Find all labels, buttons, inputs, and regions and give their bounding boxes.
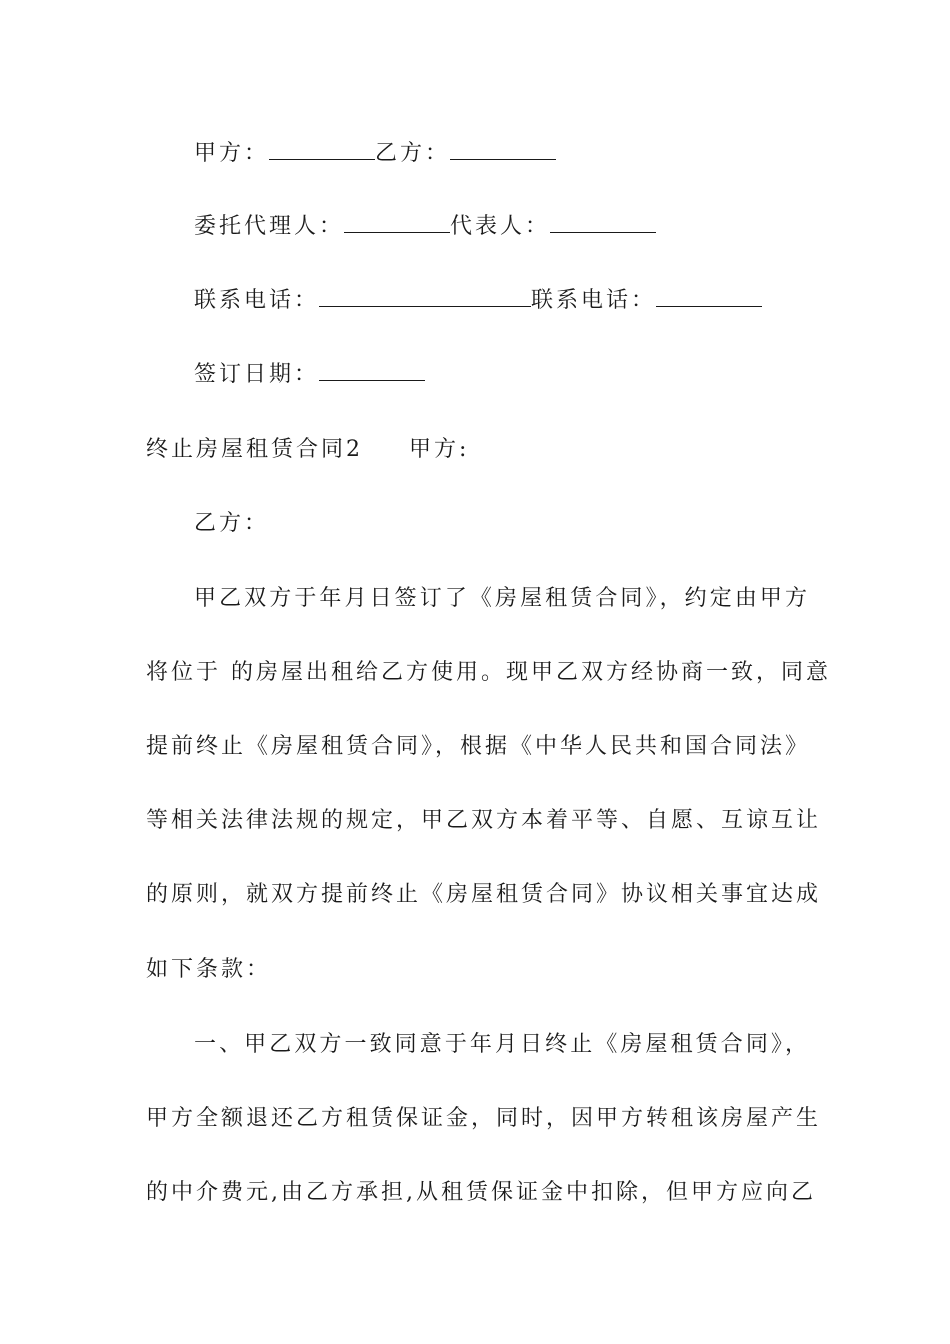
representative-blank — [550, 212, 656, 233]
agent-label: 委托代理人： — [194, 214, 345, 239]
contract2-heading-row — [146, 435, 810, 465]
contract2-title: 终止房屋租赁合同2 — [146, 437, 363, 462]
party-row — [194, 139, 810, 169]
party-a-label: 甲方： — [194, 141, 270, 166]
phone-b-blank — [656, 286, 762, 307]
paragraph1-line: 等相关法律法规的规定，甲乙双方本着平等、自愿、互谅互让 — [146, 808, 822, 833]
paragraph1-line: 的原则，就双方提前终止《房屋租赁合同》协议相关事宜达成 — [146, 882, 822, 907]
paragraph1-line: 将位于 的房屋出租给乙方使用。现甲乙双方经协商一致，同意 — [146, 660, 831, 685]
phone-row — [194, 286, 810, 316]
agent-blank — [344, 212, 450, 233]
paragraph1-line: 如下条款： — [146, 957, 272, 982]
paragraph1-line: 提前终止《房屋租赁合同》，根据《中华人民共和国合同法》 — [146, 734, 811, 759]
phone-a-blank — [319, 286, 531, 307]
agent-row — [194, 212, 810, 242]
party-b-blank — [450, 139, 556, 160]
contract2-party-a-label: 甲方: — [409, 437, 470, 462]
contract2-party-b-row — [194, 509, 810, 539]
clause1-line: 一、甲乙双方一致同意于年月日终止《房屋租赁合同》， — [194, 1032, 810, 1057]
clause1-line: 甲方全额退还乙方租赁保证金，同时，因甲方转租该房屋产生 — [146, 1106, 822, 1131]
paragraph1-line: 甲乙双方于年月日签订了《房屋租赁合同》，约定由甲方 — [194, 586, 810, 611]
contract2-party-b-label: 乙方： — [194, 511, 270, 536]
party-b-label: 乙方： — [375, 141, 451, 166]
sign-date-label: 签订日期： — [194, 362, 320, 387]
representative-label: 代表人： — [450, 214, 551, 239]
clause1-line: 的中介费元,由乙方承担,从租赁保证金中扣除，但甲方应向乙 — [146, 1180, 816, 1205]
phone-label-a: 联系电话： — [194, 288, 320, 313]
phone-label-b: 联系电话： — [531, 288, 657, 313]
party-a-blank — [269, 139, 375, 160]
sign-date-blank — [319, 360, 425, 381]
sign-date-row — [194, 360, 810, 390]
